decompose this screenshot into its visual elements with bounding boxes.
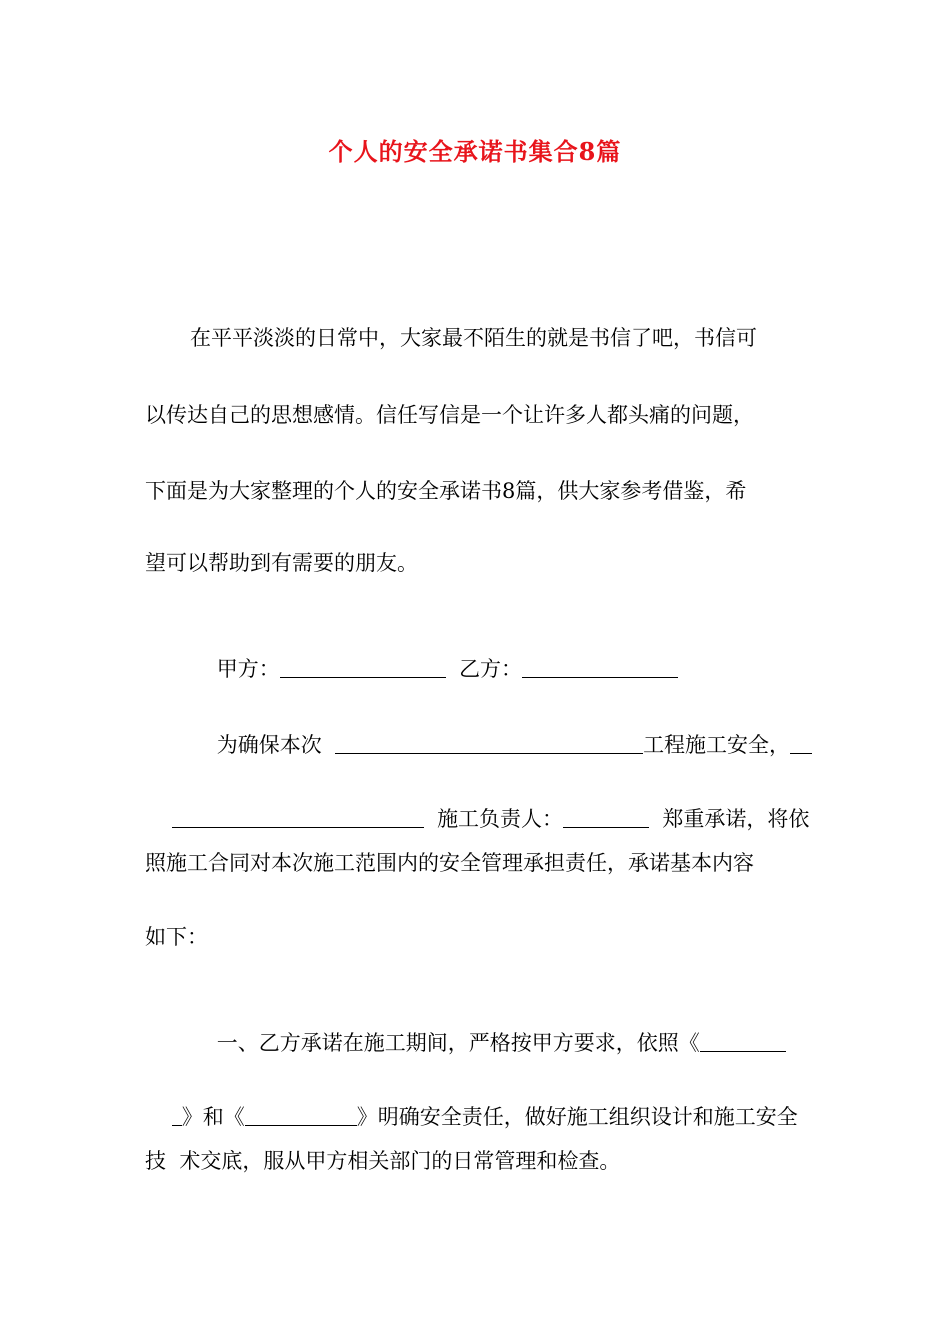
regulation-2-blank[interactable] (245, 1105, 357, 1126)
document-title: 个人的安全承诺书集合8篇 (328, 137, 622, 166)
intro-line-3: 下面是为大家整理的个人的安全承诺书8篇，供大家参考借鉴，希 (145, 479, 747, 503)
purpose-line-3: 照施工合同对本次施工范围内的安全管理承担责任，承诺基本内容 (145, 851, 754, 875)
contractor-blank[interactable] (172, 807, 424, 828)
purpose-line-4: 如下： (145, 925, 208, 949)
intro-line-2: 以传达自己的思想感情。信任写信是一个让许多人都头痛的问题， (145, 403, 754, 427)
contractor-blank-start[interactable] (790, 733, 812, 754)
purpose-text-b: 工程施工安全， (643, 733, 791, 757)
regulation-1-blank-end[interactable] (172, 1105, 182, 1126)
party-a-blank[interactable] (280, 657, 446, 678)
item-1-text-a: 一、乙方承诺在施工期间，严格按甲方要求，依照《 (216, 1031, 700, 1055)
manager-blank[interactable] (563, 807, 649, 828)
intro-line-4: 望可以帮助到有需要的朋友。 (145, 551, 418, 575)
intro-line-1: 在平平淡淡的日常中，大家最不陌生的就是书信了吧，书信可 (190, 326, 757, 350)
purpose-text-a: 为确保本次 (216, 733, 322, 757)
item-1-text-b: 》和《 (181, 1105, 245, 1129)
purpose-text-d: 郑重承诺，将依 (662, 807, 810, 831)
party-b-blank[interactable] (522, 657, 678, 678)
purpose-text-c: 施工负责人： (437, 807, 564, 831)
item-1-line-3: 技 术交底，服从甲方相关部门的日常管理和检查。 (145, 1149, 621, 1173)
party-b-label: 乙方： (459, 657, 523, 681)
regulation-1-blank[interactable] (700, 1031, 786, 1052)
party-a-label: 甲方： (216, 657, 280, 681)
item-1-text-c: 》明确安全责任，做好施工组织设计和施工安全 (356, 1105, 798, 1129)
project-name-blank[interactable] (335, 733, 643, 754)
